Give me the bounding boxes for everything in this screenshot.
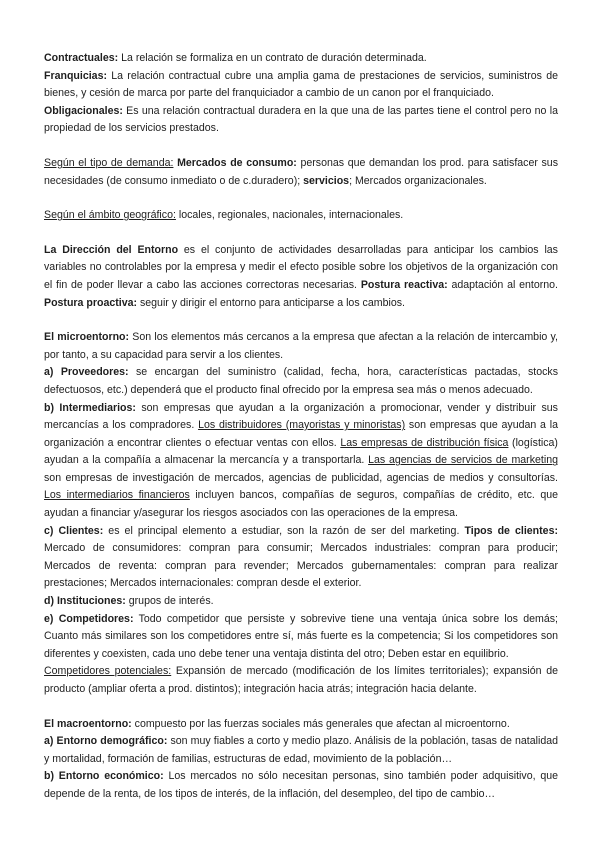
clientes-paragraph — [44, 523, 558, 593]
reactiva-text: adaptación al entorno. — [447, 278, 558, 291]
distribucion-fisica-term: Las empresas de distribución física — [340, 436, 509, 449]
agencias-text: son empresas de investigación de mercados, agencias de publicidad, agencias de medios y consultorías. — [44, 471, 558, 484]
servicios-term: servicios — [303, 174, 350, 187]
competidores-potenciales-paragraph — [44, 663, 558, 698]
clientes-term: c) Clientes: — [44, 524, 104, 537]
demanda-paragraph — [44, 155, 558, 190]
distribuidores-term: Los distribuidores (mayoristas y minoristas) — [198, 419, 406, 432]
intermediarios-paragraph — [44, 400, 558, 523]
economico-text: Los mercados no sólo necesitan personas, sino también poder adquisitivo, que depende de la renta, de los tipos de interés, de la inflación, del desempleo, del tipo de cambio… — [44, 770, 559, 800]
direccion-entorno-paragraph — [44, 242, 558, 312]
distribuidores-text: son empresas que ayudan a la organización a encontrar clientes o efectuar ventas con ellos. — [44, 419, 558, 449]
obligacionales-term: Obligacionales: — [44, 104, 123, 117]
consumo-term: Mercados de consumo: — [177, 156, 297, 169]
macroentorno-paragraph — [44, 716, 558, 734]
demografico-text: son muy fiables a corto y medio plazo. Análisis de la población, tasas de natalidad y mortalidad, formación de familias, estructuras de edad, movimiento de la población… — [44, 735, 558, 765]
instituciones-term: d) Instituciones: — [44, 595, 126, 608]
micro-text: Son los elementos más cercanos a la empresa que afectan a la relación de intercambio y, por tanto, a su capacidad para servir a los clientes. — [44, 331, 558, 361]
reactiva-term: Postura reactiva: — [360, 278, 448, 291]
economico-paragraph — [44, 768, 558, 803]
agencias-term: Las agencias de servicios de marketing — [368, 454, 558, 467]
instituciones-text: grupos de interés. — [125, 595, 214, 608]
geografico-paragraph — [44, 207, 558, 225]
demografico-term: a) Entorno demográfico: — [44, 735, 168, 748]
competidores-paragraph — [44, 611, 558, 664]
direccion-text: es el conjunto de actividades desarrolladas para anticipar los cambios las variables no controlables por la empresa y medir el efecto posible sobre los objetivos de la organización con el fin de poder llevar a cabo las acciones correctoras necesarias. — [44, 243, 558, 291]
financieros-term: Los intermediarios financieros — [44, 489, 190, 502]
macro-text: compuesto por las fuerzas sociales más generales que afectan al microentorno. — [131, 717, 510, 730]
demografico-paragraph — [44, 733, 558, 768]
proveedores-text: se encargan del suministro (calidad, fecha, hora, características pactadas, stocks defectuosos, etc.) dependerá que el producto final ofrecido por la empresa sea más o menos adecuado. — [44, 366, 558, 396]
direccion-term: La Dirección del Entorno — [44, 243, 179, 256]
proactiva-text: seguir y dirigir el entorno para anticiparse a los cambios. — [137, 296, 405, 309]
proveedores-term: a) Proveedores: — [44, 366, 129, 379]
clientes-text: es el principal elemento a estudiar, son la razón de ser del marketing. — [103, 524, 460, 537]
competidores-term: e) Competidores: — [44, 612, 134, 625]
intermediarios-term: b) Intermediarios: — [44, 401, 136, 414]
tipos-clientes-text: Mercado de consumidores: compran para consumir; Mercados industriales: compran para producir; Mercados de reventa: compran para revender; Mercados gubernamentales: compran para realizar prestaciones; Mercados internacionales: compran desde el exterior. — [44, 542, 558, 590]
economico-term: b) Entorno económico: — [44, 770, 164, 783]
document-page — [44, 50, 558, 804]
franquicias-term: Franquicias: — [44, 69, 107, 82]
potenciales-text: Expansión de mercado (modificación de los límites territoriales); expansión de producto (ampliar oferta a prod. distintos); integración hacia atrás; integración hacia delante. — [44, 665, 558, 695]
demanda-criterio: Según el tipo de demanda: — [44, 156, 174, 169]
instituciones-paragraph — [44, 593, 558, 611]
proactiva-term: Postura proactiva: — [44, 296, 138, 309]
microentorno-paragraph — [44, 329, 558, 364]
franquicias-paragraph — [44, 68, 558, 103]
contractuales-text: La relación se formaliza en un contrato de duración determinada. — [118, 52, 427, 64]
geografico-text: locales, regionales, nacionales, internacionales. — [175, 209, 404, 222]
financieros-text: incluyen bancos, compañías de seguros, compañías de crédito, etc. que ayudan a financiar y/asegurar los riesgos asociados con las operaciones de la empresa. — [44, 489, 558, 520]
intermediarios-text: son empresas que ayudan a la organización a promocionar, vender y distribuir sus mercancías a los compradores. — [44, 401, 558, 432]
distribucion-fisica-text: (logística) ayudan a la compañía a almacenar la mercancía y a transportarla. — [44, 436, 558, 467]
proveedores-paragraph — [44, 364, 558, 399]
obligacionales-paragraph — [44, 103, 558, 138]
obligacionales-text: Es una relación contractual duradera en la que una de las partes tiene el control pero no la propiedad de los servicios prestados. — [44, 104, 558, 135]
contractuales-term: Contractuales: — [44, 52, 119, 64]
geografico-criterio: Según el ámbito geográfico: — [44, 209, 176, 222]
tipos-clientes-term: Tipos de clientes: — [464, 524, 558, 537]
macro-term: El macroentorno: — [44, 717, 132, 730]
franquicias-text: La relación contractual cubre una amplia gama de prestaciones de servicios, suministros de bienes, y cesión de marca por parte del franquiciador a cambio de un canon por el franquiciado. — [44, 69, 558, 100]
consumo-text: personas que demandan los prod. para satisfacer sus necesidades (de consumo inmediato o de c.duradero); — [44, 156, 558, 187]
potenciales-term: Competidores potenciales: — [44, 665, 172, 678]
competidores-text: Todo competidor que persiste y sobrevive tiene una ventaja única sobre los demás; Cuanto más similares son los competidores entre sí, más fuerte es la competencia; Si los competidores son diferentes y coexisten, cada uno debe tener una ventaja distinta del otro; Deben estar en equilibrio. — [44, 612, 558, 660]
contractuales-paragraph — [44, 50, 558, 68]
demanda-resto: ; Mercados organizacionales. — [349, 174, 487, 187]
micro-term: El microentorno: — [44, 331, 130, 344]
